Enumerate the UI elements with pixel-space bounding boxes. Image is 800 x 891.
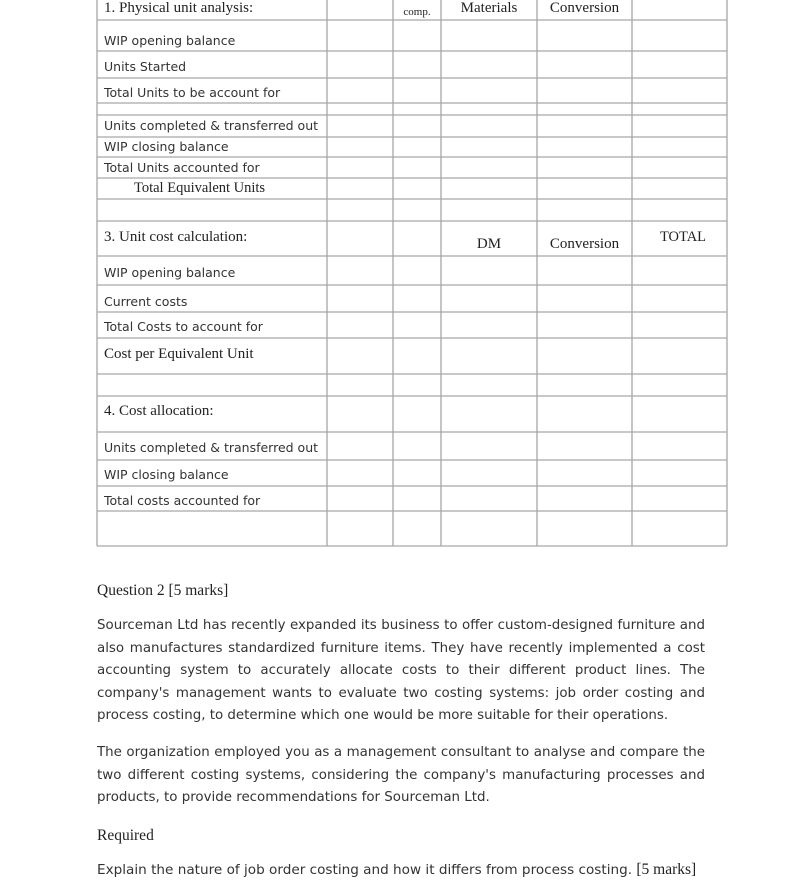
section-title-physical-unit-analysis: 1. Physical unit analysis:	[104, 0, 254, 16]
question-paragraph-1-block	[97, 615, 705, 728]
instruction-text: Explain the nature of job order costing and how it differs from process costing.	[97, 862, 633, 878]
row-label: WIP opening balance	[104, 33, 236, 48]
row-label-cost-per-equivalent-unit: Cost per Equivalent Unit	[104, 346, 254, 362]
row-label: WIP opening balance	[104, 265, 236, 280]
col-header-comp: comp.	[403, 6, 431, 18]
row-label: Units completed & transferred out	[104, 440, 319, 455]
col-header-dm: DM	[476, 236, 502, 252]
row-label: Units Started	[104, 59, 187, 74]
row-label-total-equivalent-units: Total Equivalent Units	[134, 180, 266, 196]
question-instruction	[97, 861, 696, 879]
question-paragraph-2-block	[97, 742, 705, 810]
row-label: Total Units to be account for	[104, 85, 281, 100]
col-header-materials: Materials	[460, 0, 518, 16]
required-heading: Required	[97, 827, 154, 844]
question-paragraph: Sourceman Ltd has recently expanded its business to offer custom-designed furniture and also manufactures standardized furniture items. They have recently implemented a cost accounting system to accurately allocate costs to their different product lines. The company's management wants to evaluate two costing systems: job order costing and process costing, to determine which one would be more suitable for their operations.	[97, 618, 705, 724]
row-label: WIP closing balance	[104, 139, 229, 154]
question-title: Question 2 [5 marks]	[97, 582, 229, 599]
instruction-marks: [5 marks]	[636, 861, 697, 878]
row-label: Total Units accounted for	[104, 160, 260, 175]
section-title-unit-cost-calculation: 3. Unit cost calculation:	[104, 229, 248, 245]
col-header-total: TOTAL	[659, 229, 707, 245]
row-label: Total costs accounted for	[104, 493, 261, 508]
col-header-conversion-cost: Conversion	[549, 236, 620, 252]
row-label: Total Costs to account for	[104, 319, 263, 334]
question-paragraph: The organization employed you as a management consultant to analyse and compare the two different costing systems, considering the company's manufacturing processes and products, to provide recommendations for Sourceman Ltd.	[97, 745, 705, 806]
row-label: WIP closing balance	[104, 467, 229, 482]
row-label: Current costs	[104, 294, 188, 309]
col-header-conversion: Conversion	[549, 0, 620, 16]
row-label: Units completed & transferred out	[104, 118, 319, 133]
section-title-cost-allocation: 4. Cost allocation:	[104, 403, 214, 419]
